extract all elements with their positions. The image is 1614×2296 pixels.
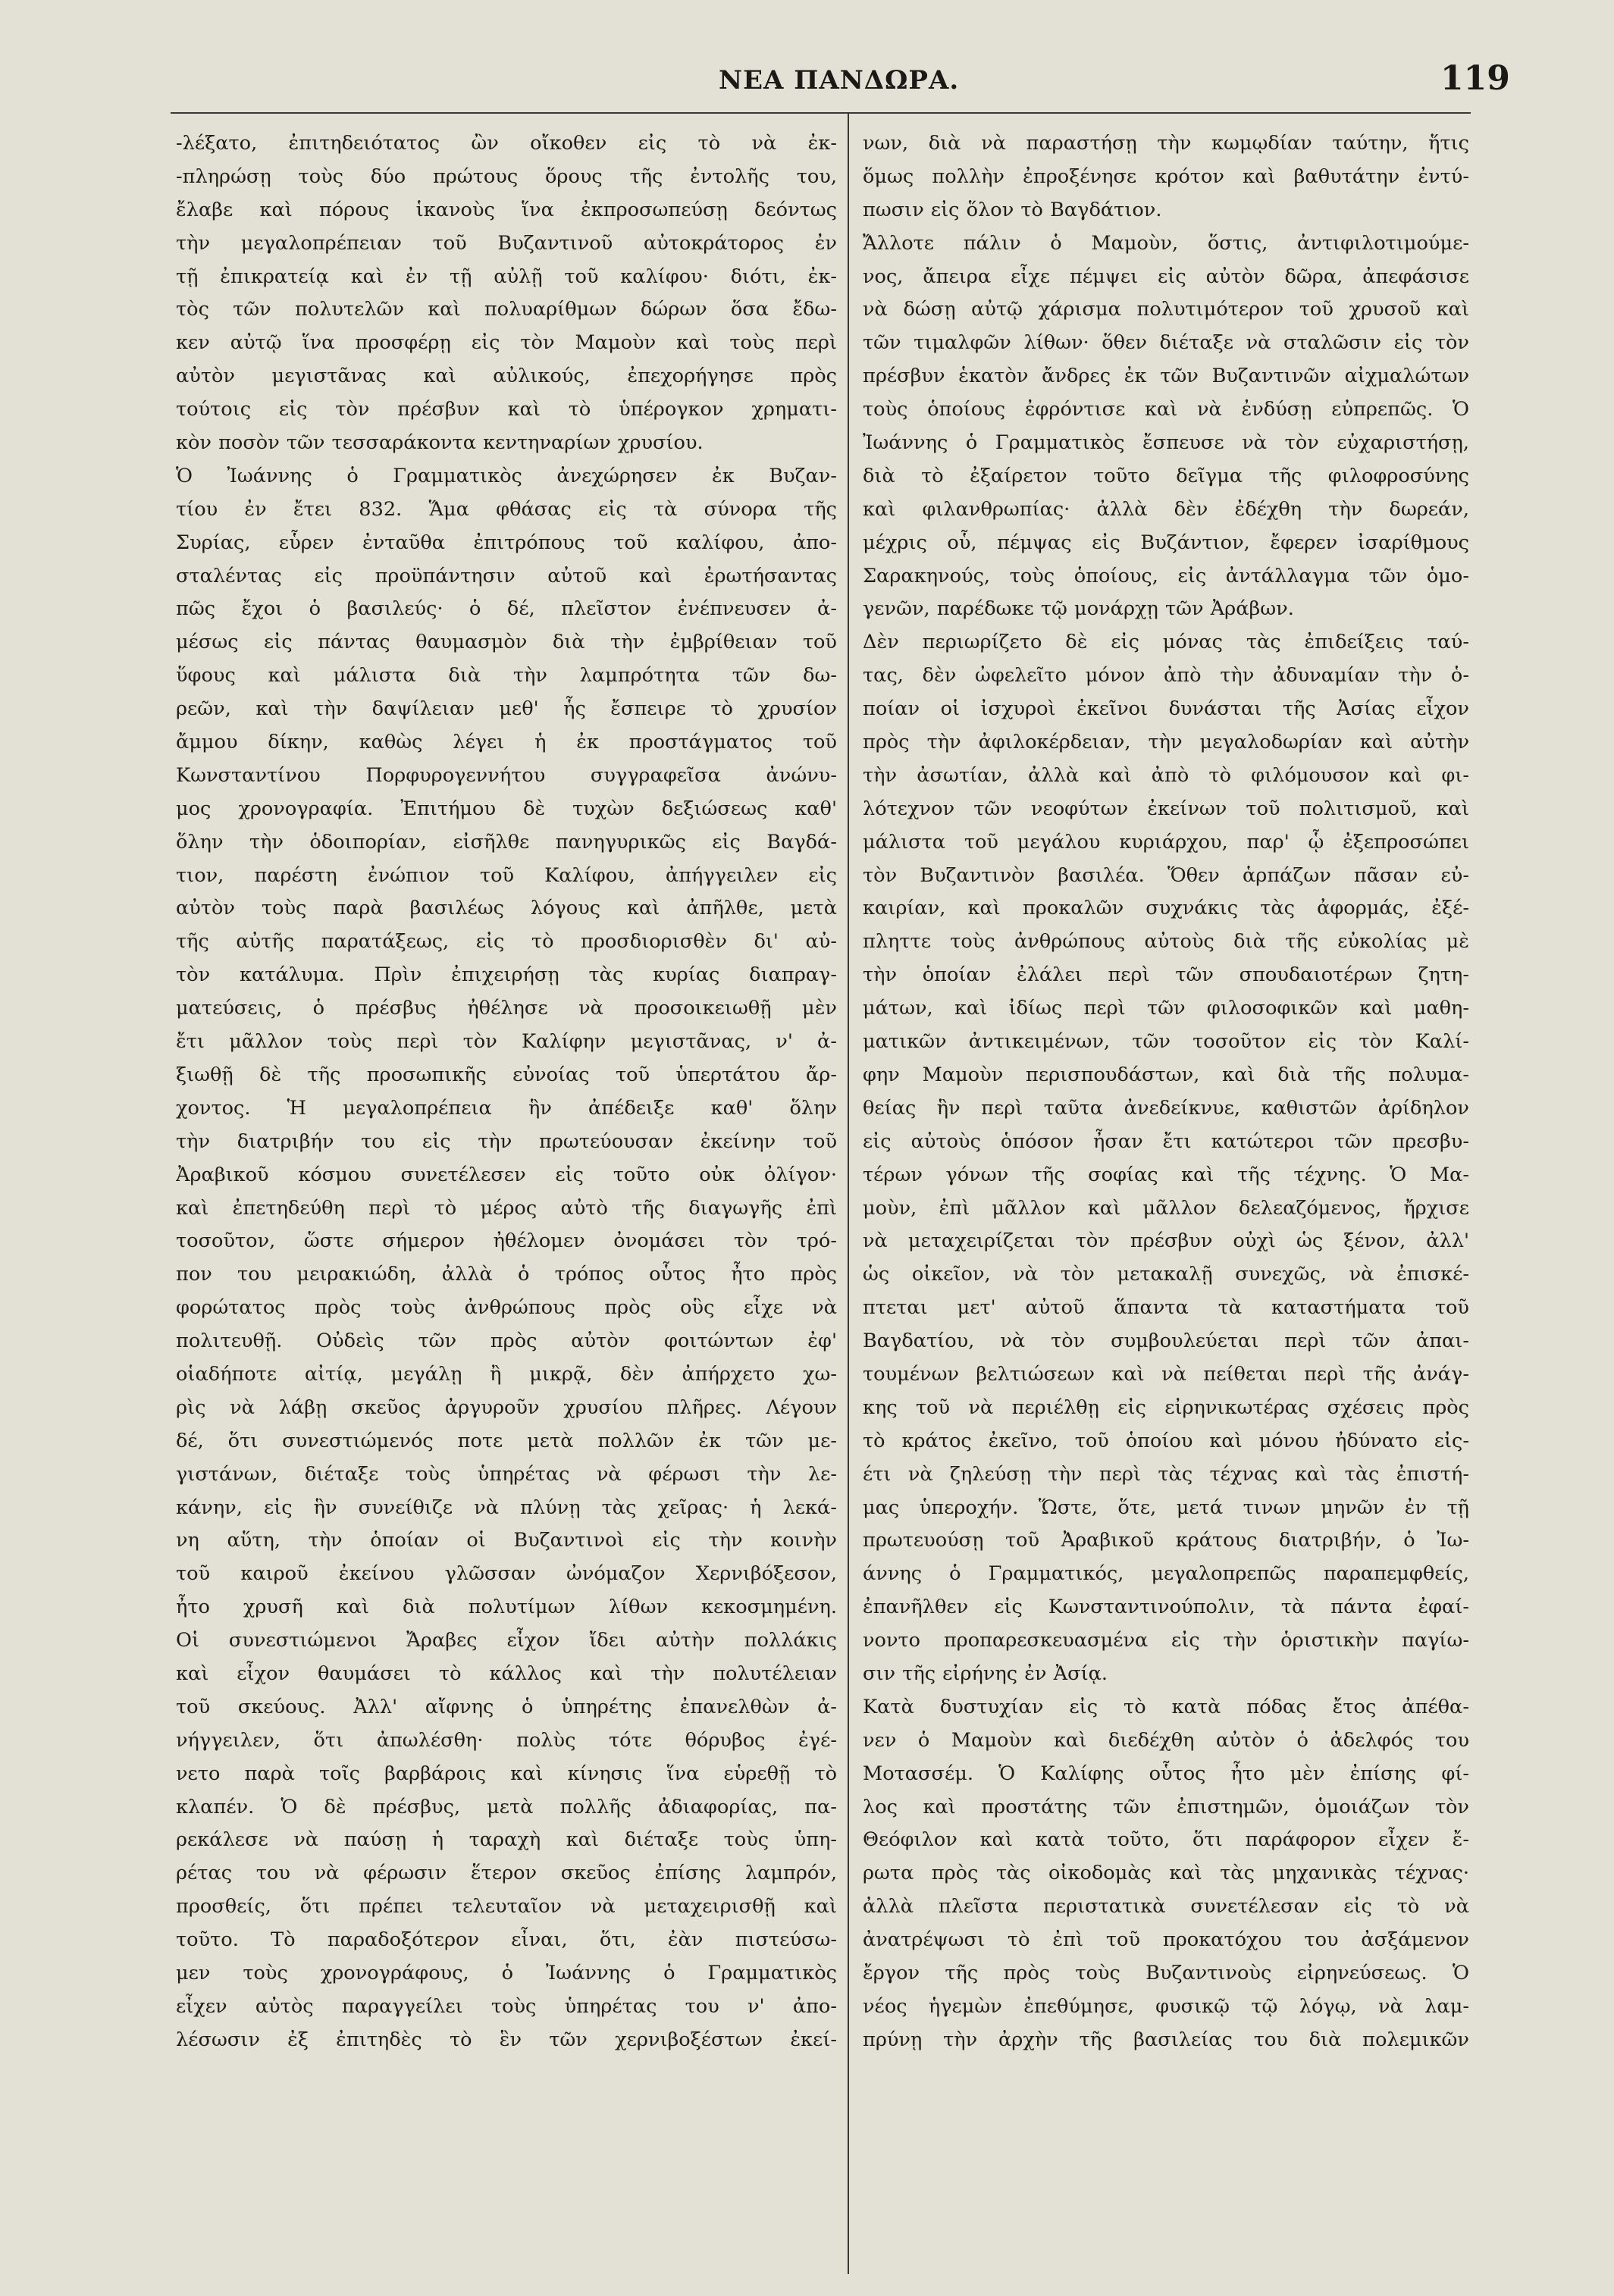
text-line: νων, διὰ νὰ παραστήσῃ τὴν κωμῳδίαν ταύτην, ἥτις xyxy=(863,132,1469,155)
text-line: νήγγειλεν, ὅτι ἀπωλέσθη· πολὺς τότε θόρυβος ἐγέ- xyxy=(176,1728,837,1752)
text-line: τούτοις εἰς τὸν πρέσβυν καὶ τὸ ὑπέρογκον χρηματι- xyxy=(176,398,837,421)
text-line: τὸν Βυζαντινὸν βασιλέα. Ὅθεν ἁρπάζων πᾶσαν εὐ- xyxy=(863,863,1469,887)
text-line: Συρίας, εὗρεν ἐνταῦθα ἐπιτρόπους τοῦ καλίφου, ἀπο- xyxy=(176,531,837,554)
text-line: τὴν διατριβήν του εἰς τὴν πρωτεύουσαν ἐκείνην τοῦ xyxy=(176,1129,837,1153)
text-line: Ἰωάννης ὁ Γραμματικὸς ἔσπευσε νὰ τὸν εὐχαριστήσῃ, xyxy=(863,431,1469,455)
text-line: τὴν ὁποίαν ἐλάλει περὶ τῶν σπουδαιοτέρων ζητη- xyxy=(863,963,1469,987)
text-line: κάνην, εἰς ἣν συνείθιζε νὰ πλύνῃ τὰς χεῖρας· ἡ λεκά- xyxy=(176,1496,837,1519)
page-number: 119 xyxy=(1440,59,1510,98)
text-line: τιον, παρέστη ἐνώπιον τοῦ Καλίφου, ἀπήγγειλεν εἰς xyxy=(176,863,837,887)
text-line: γιστάνων, διέταξε τοὺς ὑπηρέτας νὰ φέρωσι τὴν λε- xyxy=(176,1462,837,1486)
text-line: πρωτευούσῃ τοῦ Ἀραβικοῦ κράτους διατριβήν, ὁ Ἰω- xyxy=(863,1529,1469,1552)
text-line: τέρων γόνων τῆς σοφίας καὶ τῆς τέχνης. Ὁ Μα- xyxy=(863,1163,1469,1186)
text-line: καιρίαν, καὶ προκαλῶν συχνάκις τὰς ἀφορμάς, ἐξέ- xyxy=(863,897,1469,920)
text-line: κεν αὐτῷ ἵνα προσφέρῃ εἰς τὸν Μαμοὺν καὶ τοὺς περὶ xyxy=(176,331,837,355)
text-line: χοντος. Ἡ μεγαλοπρέπεια ἣν ἀπέδειξε καθ' ὅλην xyxy=(176,1096,837,1120)
text-line: τοῦ σκεύους. Ἀλλ' αἴφνης ὁ ὑπηρέτης ἐπανελθὼν ἀ- xyxy=(176,1695,837,1718)
text-line: δέ, ὅτι συνεστιώμενός ποτε μετὰ πολλῶν ἐκ τῶν με- xyxy=(176,1429,837,1452)
text-line: Δὲν περιωρίζετο δὲ εἰς μόνας τὰς ἐπιδείξεις ταύ- xyxy=(863,631,1469,654)
page-header xyxy=(0,59,1614,111)
text-line: σταλέντας εἰς προϋπάντησιν αὐτοῦ καὶ ἐρωτήσαντας xyxy=(176,564,837,587)
text-line: οἱαδήποτε αἰτίᾳ, μεγάλῃ ἢ μικρᾷ, δὲν ἀπήρχετο χω- xyxy=(176,1362,837,1386)
text-line: ρεῶν, καὶ τὴν δαψίλειαν μεθ' ἧς ἔσπειρε τὸ χρυσίον xyxy=(176,697,837,721)
text-line: εἶχεν αὐτὸς παραγγείλει τοὺς ὑπηρέτας του ν' ἀπο- xyxy=(176,1994,837,2018)
text-line: θείας ἣν περὶ ταῦτα ἀνεδείκνυε, καθιστῶν ἀρίδηλον xyxy=(863,1096,1469,1120)
text-line: Μοτασσέμ. Ὁ Καλίφης οὗτος ἦτο μὲν ἐπίσης φί- xyxy=(863,1762,1469,1785)
text-line: ὅλην τὴν ὁδοιπορίαν, εἰσῆλθε πανηγυρικῶς εἰς Βαγδά- xyxy=(176,830,837,854)
text-line: προσθείς, ὅτι πρέπει τελευταῖον νὰ μεταχειρισθῇ καὶ xyxy=(176,1895,837,1919)
text-line: ρὶς νὰ λάβῃ σκεῦος ἀργυροῦν χρυσίου πλῆρες. Λέγουν xyxy=(176,1395,837,1419)
text-line: τας, δὲν ὠφελεῖτο μόνον ἀπὸ τὴν ἀδυναμίαν τὴν ὁ- xyxy=(863,664,1469,688)
text-line: τὴν ἀσωτίαν, ἀλλὰ καὶ ἀπὸ τὸ φιλόμουσον καὶ φι- xyxy=(863,763,1469,787)
text-line: νετο παρὰ τοῖς βαρβάροις καὶ κίνησις ἵνα εὑρεθῇ τὸ xyxy=(176,1762,837,1785)
text-line: ἔτι μᾶλλον τοὺς περὶ τὸν Καλίφην μεγιστᾶνας, ν' ἀ- xyxy=(176,1030,837,1054)
text-line: νοντο προπαρεσκευασμένα εἰς τὴν ὁριστικὴν παγίω- xyxy=(863,1629,1469,1652)
text-line: κλαπέν. Ὁ δὲ πρέσβυς, μετὰ πολλῆς ἀδιαφορίας, πα- xyxy=(176,1795,837,1818)
text-line: πολιτευθῇ. Οὐδεὶς τῶν πρὸς αὐτὸν φοιτώντων ἐφ' xyxy=(176,1330,837,1353)
text-line: μος χρονογραφία. Ἐπιτήμου δὲ τυχὼν δεξιώσεως καθ' xyxy=(176,797,837,820)
text-line: νη αὕτη, τὴν ὁποίαν οἱ Βυζαντινοὶ εἰς τὴν κοινὴν xyxy=(176,1529,837,1552)
text-line: πῶς ἔχοι ὁ βασιλεύς· ὁ δέ, πλεῖστον ἐνέπνευσεν ἀ- xyxy=(176,597,837,621)
text-line: λος καὶ προστάτης τῶν ἐπιστημῶν, ὁμοιάζων τὸν xyxy=(863,1795,1469,1818)
text-line: Βαγδατίου, νὰ τὸν συμβουλεύεται περὶ τῶν ἀπαι- xyxy=(863,1330,1469,1353)
text-line: τοῦ καιροῦ ἐκείνου γλῶσσαν ὠνόμαζον Χερνιβόξεσον, xyxy=(176,1562,837,1586)
text-line: πωσιν εἰς ὅλον τὸ Βαγδάτιον. xyxy=(863,198,1162,221)
text-line: πρύνῃ τὴν ἀρχὴν τῆς βασιλείας του διὰ πολεμικῶν xyxy=(863,2028,1469,2051)
text-line: Ἀραβικοῦ κόσμου συνετέλεσεν εἰς τοῦτο οὐκ ὀλίγον· xyxy=(176,1163,837,1186)
text-line: φορώτατος πρὸς τοὺς ἀνθρώπους πρὸς οὓς εἶχε νὰ xyxy=(176,1296,837,1320)
text-line: ἀλλὰ πλεῖστα περιστατικὰ συνετέλεσαν εἰς τὸ νὰ xyxy=(863,1895,1469,1919)
text-line: τίου ἐν ἔτει 832. Ἅμα φθάσας εἰς τὰ σύνορα τῆς xyxy=(176,497,837,521)
right-column xyxy=(863,127,1469,2057)
left-column xyxy=(176,127,837,2057)
text-line: τοσοῦτον, ὥστε σήμερον ἠθέλομεν ὀνομάσει τὸν τρό- xyxy=(176,1229,837,1253)
text-line: ἀνατρέψωσι τὸ ἐπὶ τοῦ προκατόχου του ἀσξάμενον xyxy=(863,1928,1469,1952)
text-line: μας ὑπεροχήν. Ὥστε, ὅτε, μετά τινων μηνῶν ἐν τῇ xyxy=(863,1496,1469,1519)
text-line: ὅμως πολλὴν ἐπροξένησε κρότον καὶ βαθυτάτην ἐντύ- xyxy=(863,164,1469,188)
text-line: τῇ ἐπικρατείᾳ καὶ ἐν τῇ αὐλῇ τοῦ καλίφου· διότι, ἐκ- xyxy=(176,265,837,288)
text-line: φην Μαμοὺν περισπουδάστων, καὶ διὰ τῆς πολυμα- xyxy=(863,1063,1469,1086)
header-rule xyxy=(171,112,1471,114)
text-line: νος, ἄπειρα εἶχε πέμψει εἰς αὐτὸν δῶρα, ἀπεφάσισε xyxy=(863,265,1469,288)
text-line: μεν τοὺς χρονογράφους, ὁ Ἰωάννης ὁ Γραμματικὸς xyxy=(176,1961,837,1984)
text-line: νὰ δώσῃ αὐτῷ χάρισμα πολυτιμότερον τοῦ χρυσοῦ καὶ xyxy=(863,298,1469,321)
text-line: πτεται μετ' αὐτοῦ ἅπαντα τὰ καταστήματα τοῦ xyxy=(863,1296,1469,1320)
text-line: κης τοῦ νὰ περιέλθῃ εἰς εἰρηνικωτέρας σχέσεις πρὸς xyxy=(863,1395,1469,1419)
text-line: σιν τῆς εἰρήνης ἐν Ἀσίᾳ. xyxy=(863,1662,1108,1685)
text-line: ματικῶν ἀντικειμένων, τῶν τοσοῦτον εἰς τὸν Καλί- xyxy=(863,1030,1469,1054)
text-line: άννης ὁ Γραμματικός, μεγαλοπρεπῶς παραπεμφθείς, xyxy=(863,1562,1469,1586)
text-line: εἰς αὐτοὺς ὁπόσον ἦσαν ἔτι κατώτεροι τῶν πρεσβυ- xyxy=(863,1129,1469,1153)
text-line: αὐτὸν τοὺς παρὰ βασιλέως λόγους καὶ ἀπῆλθε, μετὰ xyxy=(176,897,837,920)
text-line: διὰ τὸ ἐξαίρετον τοῦτο δεῖγμα τῆς φιλοφροσύνης xyxy=(863,464,1469,487)
text-line: μοὺν, ἐπὶ μᾶλλον καὶ μᾶλλον δελεαζόμενος, ἤρχισε xyxy=(863,1196,1469,1220)
text-line: νέος ἡγεμὼν ἐπεθύμησε, φυσικῷ τῷ λόγῳ, νὰ λαμ- xyxy=(863,1994,1469,2018)
text-line: τῶν τιμαλφῶν λίθων· ὅθεν διέταξε νὰ σταλῶσιν εἰς τὸν xyxy=(863,331,1469,355)
text-line: πληττε τοὺς ἀνθρώπους αὐτοὺς διὰ τῆς εὐκολίας μὲ xyxy=(863,930,1469,954)
text-line: ὕφους καὶ μάλιστα διὰ τὴν λαμπρότητα τῶν δω- xyxy=(176,664,837,688)
text-line: -λέξατο, ἐπιτηδειότατος ὢν οἴκοθεν εἰς τὸ νὰ ἐκ- xyxy=(176,132,837,155)
text-line: Οἱ συνεστιώμενοι Ἄραβες εἶχον ἴδει αὐτὴν πολλάκις xyxy=(176,1629,837,1652)
text-line: μάλιστα τοῦ μεγάλου κυριάρχου, παρ' ᾧ ἐξεπροσώπει xyxy=(863,830,1469,854)
running-title: ΝΕΑ ΠΑΝΔΩΡΑ. xyxy=(719,65,960,96)
text-line: ποίαν οἱ ἰσχυροὶ ἐκεῖνοι δυνάσται τῆς Ἀσίας εἶχον xyxy=(863,697,1469,721)
text-line: ἐπανῆλθεν εἰς Κωνσταντινούπολιν, τὰ πάντα ἐφαί- xyxy=(863,1596,1469,1619)
text-line: έτι νὰ ζηλεύσῃ τὴν περὶ τὰς τέχνας καὶ τὰς ἐπιστή- xyxy=(863,1462,1469,1486)
text-line: λότεχνον τῶν νεοφύτων ἐκείνων τοῦ πολιτισμοῦ, καὶ xyxy=(863,797,1469,820)
text-line: ἦτο χρυσῆ καὶ διὰ πολυτίμων λίθων κεκοσμημένη. xyxy=(176,1596,837,1619)
text-line: ξιωθῇ δὲ τῆς προσωπικῆς εὐνοίας τοῦ ὑπερτάτου ἄρ- xyxy=(176,1063,837,1086)
text-line: Ἄλλοτε πάλιν ὁ Μαμοὺν, ὅστις, ἀντιφιλοτιμούμε- xyxy=(863,231,1469,255)
text-line: ὡς οἰκεῖον, νὰ τὸν μετακαλῇ συνεχῶς, νὰ ἐπισκέ- xyxy=(863,1263,1469,1286)
text-line: ἄμμου δίκην, καθὼς λέγει ἡ ἐκ προστάγματος τοῦ xyxy=(176,731,837,754)
text-line: πρὸς τὴν ἀφιλοκέρδειαν, τὴν μεγαλοδωρίαν καὶ αὐτὴν xyxy=(863,731,1469,754)
text-line: τοῦτο. Τὸ παραδοξότερον εἶναι, ὅτι, ἐὰν πιστεύσω- xyxy=(176,1928,837,1952)
text-line: τῆς αὐτῆς παρατάξεως, εἰς τὸ προσδιορισθὲν δι' αὐ- xyxy=(176,930,837,954)
text-line: τουμένων βελτιώσεων καὶ νὰ πείθεται περὶ τῆς ἀνάγ- xyxy=(863,1362,1469,1386)
text-line: κὸν ποσὸν τῶν τεσσαράκοντα κεντηναρίων χρυσίου. xyxy=(176,431,704,455)
text-line: Ὁ Ἰωάννης ὁ Γραμματικὸς ἀνεχώρησεν ἐκ Βυζαν- xyxy=(176,464,837,487)
text-line: τὸ κράτος ἐκεῖνο, τοῦ ὁποίου καὶ μόνου ἠδύνατο εἰς- xyxy=(863,1429,1469,1452)
text-line: Κατὰ δυστυχίαν εἰς τὸ κατὰ πόδας ἔτος ἀπέθα- xyxy=(863,1695,1469,1718)
text-line: Θεόφιλον καὶ κατὰ τοῦτο, ὅτι παράφορον εἶχεν ἔ- xyxy=(863,1828,1469,1852)
text-line: τὸς τῶν πολυτελῶν καὶ πολυαρίθμων δώρων ὅσα ἔδω- xyxy=(176,298,837,321)
text-line: ἔλαβε καὶ πόρους ἱκανοὺς ἵνα ἐκπροσωπεύσῃ δεόντως xyxy=(176,198,837,221)
text-line: -πληρώσῃ τοὺς δύο πρώτους ὅρους τῆς ἐντολῆς του, xyxy=(176,164,837,188)
text-line: πον του μειρακιώδη, ἀλλὰ ὁ τρόπος οὗτος ἦτο πρὸς xyxy=(176,1263,837,1286)
text-line: τοὺς ὁποίους ἐφρόντισε καὶ νὰ ἐνδύσῃ εὐπρεπῶς. Ὁ xyxy=(863,398,1469,421)
text-line: μάτων, καὶ ἰδίως περὶ τῶν φιλοσοφικῶν καὶ μαθη- xyxy=(863,997,1469,1020)
text-line: ματεύσεις, ὁ πρέσβυς ἠθέλησε νὰ προσοικειωθῇ μὲν xyxy=(176,997,837,1020)
text-line: νὰ μεταχειρίζεται τὸν πρέσβυν οὐχὶ ὡς ξένον, ἀλλ' xyxy=(863,1229,1469,1253)
text-line: μέχρις οὗ, πέμψας εἰς Βυζάντιον, ἔφερεν ἰσαρίθμους xyxy=(863,531,1469,554)
text-line: ρωτα πρὸς τὰς οἰκοδομὰς καὶ τὰς μηχανικὰς τέχνας· xyxy=(863,1862,1469,1885)
text-line: αὐτὸν μεγιστᾶνας καὶ αὐλικούς, ἐπεχορήγησε πρὸς xyxy=(176,365,837,388)
text-line: καὶ εἶχον θαυμάσει τὸ κάλλος καὶ τὴν πολυτέλειαν xyxy=(176,1662,837,1685)
text-line: ρεκάλεσε νὰ παύσῃ ἡ ταραχὴ καὶ διέταξε τοὺς ὑπη- xyxy=(176,1828,837,1852)
text-line: μέσως εἰς πάντας θαυμασμὸν διὰ τὴν ἐμβρίθειαν τοῦ xyxy=(176,631,837,654)
text-line: νεν ὁ Μαμοὺν καὶ διεδέχθη αὐτὸν ὁ ἀδελφός του xyxy=(863,1728,1469,1752)
text-line: γενῶν, παρέδωκε τῷ μονάρχῃ τῶν Ἀράβων. xyxy=(863,597,1294,621)
column-divider xyxy=(848,114,849,2274)
text-line: ρέτας του νὰ φέρωσιν ἕτερον σκεῦος ἐπίσης λαμπρόν, xyxy=(176,1862,837,1885)
text-line: λέσωσιν ἐξ ἐπιτηδὲς τὸ ἓν τῶν χερνιβοξέστων ἐκεί- xyxy=(176,2028,837,2051)
text-line: καὶ ἐπετηδεύθη περὶ τὸ μέρος αὐτὸ τῆς διαγωγῆς ἐπὶ xyxy=(176,1196,837,1220)
text-line: τὴν μεγαλοπρέπειαν τοῦ Βυζαντινοῦ αὐτοκράτορος ἐν xyxy=(176,231,837,255)
text-line: τὸν κατάλυμα. Πρὶν ἐπιχειρήσῃ τὰς κυρίας διαπραγ- xyxy=(176,963,837,987)
text-line: πρέσβυν ἑκατὸν ἄνδρες ἐκ τῶν Βυζαντινῶν αἰχμαλώτων xyxy=(863,365,1469,388)
text-line: καὶ φιλανθρωπίας· ἀλλὰ δὲν ἐδέχθη τὴν δωρεάν, xyxy=(863,497,1469,521)
text-line: ἔργον τῆς πρὸς τοὺς Βυζαντινοὺς εἰρηνεύσεως. Ὁ xyxy=(863,1961,1469,1984)
text-line: Κωνσταντίνου Πορφυρογεννήτου συγγραφεῖσα ἀνώνυ- xyxy=(176,763,837,787)
text-line: Σαρακηνούς, τοὺς ὁποίους, εἰς ἀντάλλαγμα τῶν ὁμο- xyxy=(863,564,1469,587)
